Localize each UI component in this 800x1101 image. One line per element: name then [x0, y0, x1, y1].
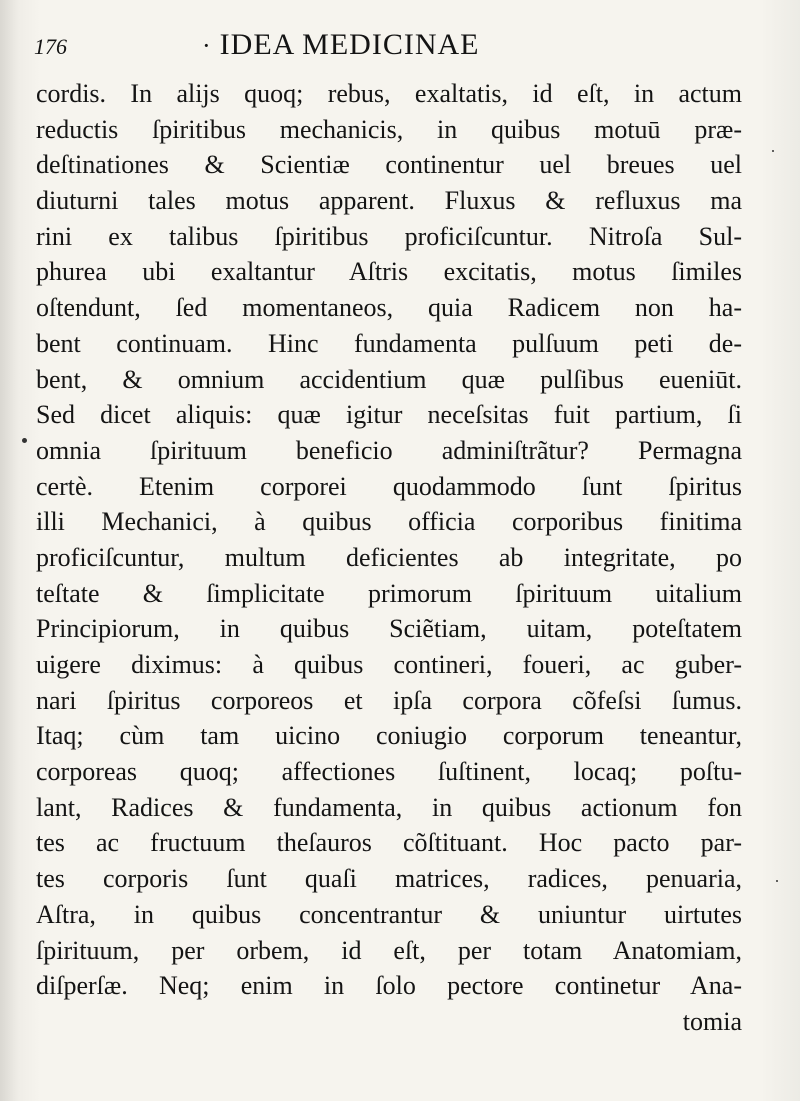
text-line: Principiorum, in quibus Sciẽtiam, uitam, poteſtatem	[36, 614, 742, 644]
text-line: bent continuam. Hinc fundamenta pulſuum peti de-	[36, 328, 742, 358]
text-line: reductis ſpiritibus mechanicis, in quibus motuū præ-	[36, 114, 742, 144]
header-dot: ·	[202, 31, 212, 60]
text-line: rini ex talibus ſpiritibus proficiſcuntur. Nitroſa Sul-	[36, 221, 742, 251]
text-line: Aſtra, in quibus concentrantur & uniuntur uirtutes	[36, 899, 742, 929]
text-line: deſtinationes & Scientiæ continentur uel breues uel	[36, 150, 742, 180]
text-line: certè. Etenim corporei quodammodo ſunt ſpiritus	[36, 471, 742, 501]
text-line: teſtate & ſimplicitate primorum ſpirituum uitalium	[36, 578, 742, 608]
ink-speck	[776, 880, 778, 882]
ink-speck	[22, 438, 27, 443]
page-number: 176	[34, 34, 67, 59]
running-head-title: IDEA MEDICINAE	[219, 28, 480, 61]
running-head	[202, 28, 479, 62]
text-line: cordis. In alijs quoq; rebus, exaltatis, id eſt, in actum	[36, 79, 742, 108]
text-line: bent, & omnium accidentium quæ pulſibus eueniūt.	[36, 364, 742, 394]
text-line: tes ac fructuum theſauros cõſtituant. Hoc pacto par-	[36, 828, 742, 858]
text-line: nari ſpiritus corporeos et ipſa corpora cõfeſsi ſumus.	[36, 685, 742, 715]
page-header	[34, 28, 754, 68]
text-line: phurea ubi exaltantur Aſtris excitatis, motus ſimiles	[36, 257, 742, 287]
text-line: diuturni tales motus apparent. Fluxus & refluxus ma	[36, 186, 742, 216]
text-line: omnia ſpirituum beneficio adminiſtrãtur? Permagna	[36, 435, 742, 465]
text-line: lant, Radices & fundamenta, in quibus actionum fon	[36, 792, 742, 822]
catchword: tomia	[682, 1006, 742, 1036]
text-line: illi Mechanici, à quibus officia corporibus finitima	[36, 507, 742, 537]
text-line: Sed dicet aliquis: quæ igitur neceſsitas fuit partium, ſi	[36, 400, 742, 430]
text-block	[36, 76, 742, 1040]
text-line: tes corporis ſunt quaſi matrices, radices, penuaria,	[36, 864, 742, 894]
text-line: ſpirituum, per orbem, id eſt, per totam Anatomiam,	[36, 935, 742, 965]
text-line: proficiſcuntur, multum deficientes ab integritate, po	[36, 542, 742, 572]
text-line: oſtendunt, ſed momentaneos, quia Radicem non ha-	[36, 293, 742, 323]
ink-speck	[772, 150, 774, 152]
text-line: uigere diximus: à quibus contineri, foueri, ac guber-	[36, 650, 742, 679]
text-line: diſperſæ. Neq; enim in ſolo pectore continetur Ana-	[36, 971, 742, 1001]
text-line: Itaq; cùm tam uicino coniugio corporum teneantur,	[36, 721, 742, 751]
text-line: corporeas quoq; affectiones ſuſtinent, locaq; poſtu-	[36, 757, 742, 787]
